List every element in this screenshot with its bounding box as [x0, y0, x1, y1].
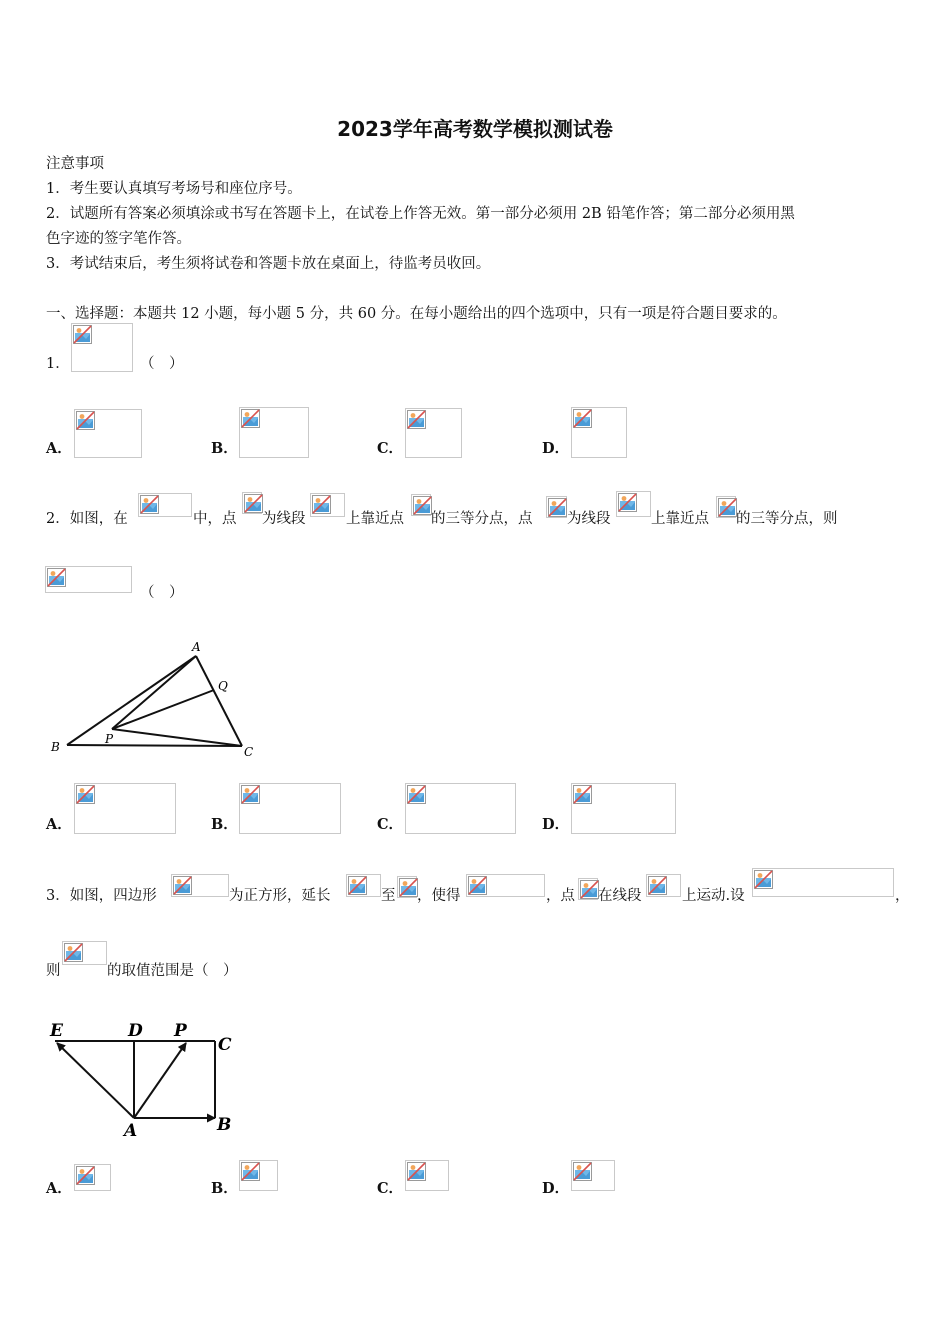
q2-point-a-image	[411, 494, 431, 516]
broken-image-icon	[618, 493, 637, 512]
broken-image-icon	[648, 876, 667, 895]
q3-option-b-label: B．	[211, 1180, 238, 1197]
q1-option-d-label: D．	[542, 440, 570, 457]
segment-bc	[67, 745, 242, 746]
q3-option-c-label: C．	[377, 1180, 404, 1197]
broken-image-icon	[76, 1166, 95, 1185]
segment-pc	[112, 729, 242, 746]
broken-image-icon	[64, 943, 83, 962]
q3-option-d-label: D．	[542, 1180, 570, 1197]
q3-point-e-image	[397, 876, 417, 898]
label-p: P	[105, 732, 114, 746]
label-a: A	[192, 640, 201, 654]
segment-pa	[112, 656, 196, 729]
broken-image-icon	[348, 876, 367, 895]
broken-image-icon	[407, 410, 426, 429]
q3-segment-dc-image	[646, 874, 681, 897]
q3-text-1: 为正方形，延长	[229, 888, 331, 904]
q2-option-d-label: D．	[542, 816, 570, 833]
broken-image-icon	[573, 1162, 592, 1181]
broken-image-icon	[173, 876, 192, 895]
notice-line-2: 2．试题所有答案必须填涂或书写在答题卡上，在试卷上作答无效。第一部分必须用 2B 铅笔作答；第二部分必须用黑	[46, 206, 795, 222]
q3-text-2: 至	[381, 888, 396, 904]
q2-triangle-image	[138, 493, 192, 517]
page-title: 2023学年高考数学模拟测试卷	[337, 117, 613, 141]
q2-point-p-image	[546, 496, 567, 518]
q3-equation-image	[466, 874, 545, 897]
q3-option-a-label: A．	[46, 1180, 72, 1197]
broken-image-icon	[140, 495, 159, 514]
broken-image-icon	[76, 411, 95, 430]
q3-point-p-image	[578, 878, 598, 900]
q2-point-b-image	[716, 496, 736, 518]
q3-vector-decomposition-image	[752, 868, 894, 897]
q2-option-d-image	[571, 783, 676, 834]
label-c: C	[244, 745, 254, 759]
broken-image-icon	[468, 876, 487, 895]
q2-text-1: 中，点	[193, 511, 237, 527]
label-d: D	[128, 1021, 143, 1041]
q2-text-6: 上靠近点	[651, 511, 709, 527]
segment-ac	[196, 656, 242, 746]
broken-image-icon	[241, 785, 260, 804]
broken-image-icon	[754, 870, 773, 889]
broken-image-icon	[548, 498, 567, 517]
broken-image-icon	[573, 409, 592, 428]
vector-ae	[57, 1043, 134, 1118]
broken-image-icon	[73, 325, 92, 344]
vector-ap	[134, 1043, 186, 1118]
broken-image-icon	[241, 1162, 260, 1181]
q3-text-6: 上运动.设	[682, 888, 745, 904]
q3-text-4: ，点	[546, 888, 575, 904]
q1-option-b-label: B．	[211, 440, 238, 457]
q2-option-b-label: B．	[211, 816, 238, 833]
q1-number: 1．	[46, 356, 70, 372]
q2-text-2: 为线段	[262, 511, 306, 527]
q2-text-3: 上靠近点	[346, 511, 404, 527]
notice-line-2-cont: 色字迹的签字笔作答。	[46, 231, 191, 247]
q3-text-8: 则	[46, 963, 61, 979]
q3-square-figure	[40, 1014, 250, 1144]
q1-option-c-image	[405, 408, 462, 458]
q2-option-c-label: C．	[377, 816, 404, 833]
q3-number: 3．如图，四边形	[46, 888, 157, 904]
broken-image-icon	[580, 880, 599, 899]
q1-option-a-image	[74, 409, 142, 458]
q2-option-c-image	[405, 783, 516, 834]
q2-segment-bq-image	[616, 491, 651, 517]
broken-image-icon	[312, 495, 331, 514]
q3-expression-image	[62, 941, 107, 965]
q2-number: 2．如图，在	[46, 511, 128, 527]
broken-image-icon	[413, 496, 432, 515]
q1-option-a-label: A．	[46, 440, 72, 457]
q2-answer-paren: （ ）	[140, 585, 184, 601]
q3-text-5: 在线段	[598, 888, 642, 904]
q3-segment-cd-image	[346, 874, 381, 897]
broken-image-icon	[407, 785, 426, 804]
segment-pq	[112, 690, 214, 729]
label-q: Q	[218, 679, 228, 693]
q3-option-d-image	[571, 1160, 615, 1191]
q2-vector-image	[45, 566, 132, 593]
q3-text-7: ，	[895, 888, 910, 904]
label-b: B	[51, 740, 60, 754]
q1-option-b-image	[239, 407, 309, 458]
q3-text-3: ，使得	[417, 888, 461, 904]
broken-image-icon	[244, 494, 263, 513]
q1-option-c-label: C．	[377, 440, 404, 457]
broken-image-icon	[241, 409, 260, 428]
q3-text-9: 的取值范围是（ ）	[107, 963, 238, 979]
q2-triangle-figure	[40, 636, 270, 764]
notice-line-3: 3．考试结束后，考生须将试卷和答题卡放在桌面上，待监考员收回。	[46, 256, 491, 272]
section-heading: 一、选择题：本题共 12 小题，每小题 5 分，共 60 分。在每小题给出的四个选项中，只有一项是符合题目要求的。	[46, 306, 787, 322]
broken-image-icon	[718, 498, 737, 517]
q1-formula-image	[71, 323, 133, 372]
q2-option-a-image	[74, 783, 176, 834]
q2-point-q-image	[242, 492, 262, 514]
broken-image-icon	[47, 568, 66, 587]
broken-image-icon	[573, 785, 592, 804]
q3-option-b-image	[239, 1160, 278, 1191]
notice-line-1: 1．考生要认真填写考场号和座位序号。	[46, 181, 302, 197]
q2-option-b-image	[239, 783, 341, 834]
label-b: B	[217, 1115, 232, 1135]
label-c: C	[218, 1035, 232, 1055]
q2-option-a-label: A．	[46, 816, 72, 833]
q3-square-image	[171, 874, 229, 897]
broken-image-icon	[76, 785, 95, 804]
broken-image-icon	[399, 878, 418, 897]
broken-image-icon	[407, 1162, 426, 1181]
q3-option-a-image	[74, 1164, 111, 1191]
q2-text-4: 的三等分点，点	[431, 511, 533, 527]
q2-segment-ac-image	[310, 493, 345, 517]
label-p: P	[174, 1021, 187, 1041]
notice-heading: 注意事项	[46, 156, 104, 172]
q1-answer-paren: （ ）	[140, 356, 184, 372]
q1-option-d-image	[571, 407, 627, 458]
q2-text-5: 为线段	[567, 511, 611, 527]
q2-text-7: 的三等分点，则	[736, 511, 838, 527]
label-e: E	[50, 1021, 63, 1041]
q3-option-c-image	[405, 1160, 449, 1191]
label-a: A	[124, 1121, 138, 1141]
